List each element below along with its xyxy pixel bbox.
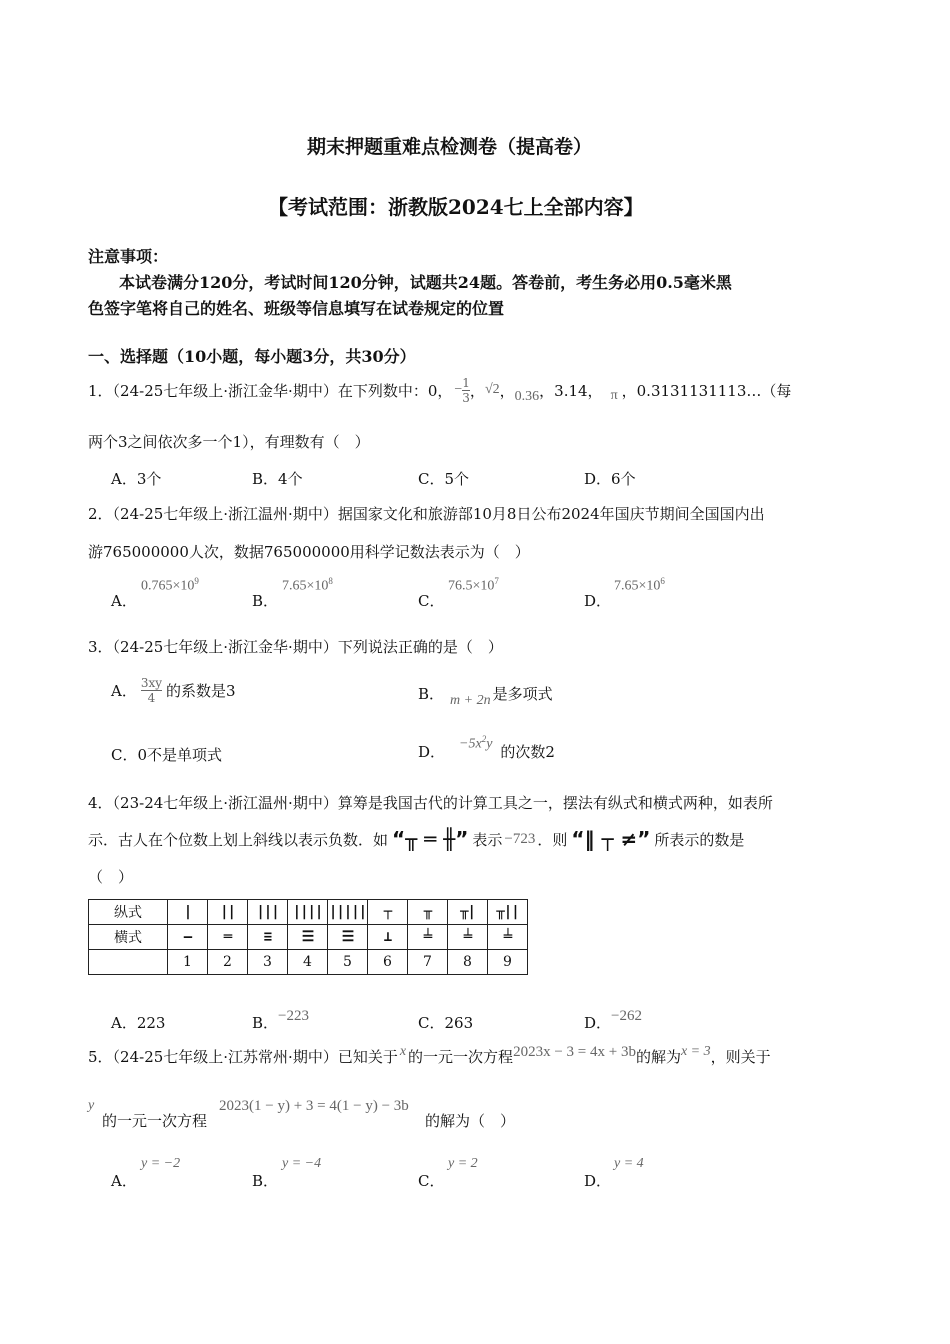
q3-b-text: 是多项式 <box>492 685 553 703</box>
q5-line1-c: 的解为 <box>635 1047 681 1066</box>
q1-option-d[interactable]: D．6个 <box>584 470 636 488</box>
q1-option-c[interactable]: C．5个 <box>418 470 470 488</box>
question-2-line2: 游765000000人次，数据765000000用科学记数法表示为（ ） <box>88 543 530 561</box>
q3-a-fraction <box>141 676 162 705</box>
q1-fraction <box>462 376 470 405</box>
rod-vertical-6: ┬ <box>368 900 408 925</box>
q1-frac-num: 1 <box>462 375 470 390</box>
rod-vertical-5: ||||| <box>328 900 368 925</box>
question-5-line1 <box>88 1044 771 1068</box>
q2-d-label: D． <box>584 592 612 610</box>
q3-option-b[interactable] <box>418 683 553 709</box>
q4-option-d[interactable] <box>584 1008 642 1033</box>
rod-horizontal-1: — <box>168 925 208 950</box>
notes-line2: 色签字笔将自己的姓名、班级等信息填写在试卷规定的位置 <box>88 299 505 318</box>
q5-option-c[interactable] <box>418 1156 538 1190</box>
rod-vertical-2: || <box>208 900 248 925</box>
q1-314: 3.14， <box>554 381 603 400</box>
q5-equation-1: 2023x − 3 = 4x + 3b <box>513 1044 636 1060</box>
rod-horizontal-6: ⊥ <box>368 925 408 950</box>
number-9: 9 <box>488 950 528 975</box>
q5-option-a[interactable] <box>111 1156 231 1190</box>
q3-d-label: D． <box>418 743 446 761</box>
rod-vertical-8: ╥| <box>448 900 488 925</box>
question-4-line2 <box>88 826 744 852</box>
q4-rod-example: “╥ ═ ╫” <box>392 827 469 851</box>
table-row-vertical <box>89 900 528 925</box>
q3-option-c[interactable]: C．0不是单项式 <box>111 746 223 764</box>
number-2: 2 <box>208 950 248 975</box>
notes-heading: 注意事项： <box>88 247 169 266</box>
q4-d-label: D． <box>584 1014 612 1032</box>
counting-rod-table <box>88 899 528 975</box>
q1-pi: π <box>610 388 618 403</box>
q1-option-b[interactable]: B．4个 <box>252 470 303 488</box>
section-heading: 一、选择题（10小题，每小题3分，共30分） <box>88 347 416 366</box>
table-row-numbers <box>89 950 528 975</box>
rod-horizontal-7: ╧ <box>408 925 448 950</box>
q4-option-c[interactable]: C．263 <box>418 1014 474 1032</box>
q4-line2-b: 表示 <box>472 830 503 849</box>
q4-b-value: −223 <box>278 1008 309 1024</box>
q1-prefix: 1．（24-25七年级上·浙江金华·期中）在下列数中：0， <box>88 381 453 400</box>
q5-line1-d: ，则关于 <box>710 1047 771 1066</box>
q5-b-value: y = −4 <box>282 1156 322 1171</box>
q3-a-text: 的系数是3 <box>166 681 236 700</box>
number-8: 8 <box>448 950 488 975</box>
q5-line1-b: 的一元一次方程 <box>408 1047 514 1066</box>
q3-b-label: B． <box>418 685 445 703</box>
q5-line2-a: 的一元一次方程 <box>102 1112 208 1130</box>
q4-option-b[interactable] <box>252 1008 309 1033</box>
q2-d-value: $7.65\times 10^6$ <box>614 576 665 594</box>
q5-d-value: y = 4 <box>614 1156 644 1171</box>
q4-line2-d: 所表示的数是 <box>654 830 745 849</box>
q3-option-d[interactable] <box>418 734 555 762</box>
q5-solution: x = 3 <box>680 1044 711 1059</box>
q5-y: y <box>88 1098 95 1113</box>
question-1-line2: 两个3之间依次多一个1），有理数有（ ） <box>88 433 370 451</box>
q5-option-d[interactable] <box>584 1156 704 1190</box>
rod-vertical-7: ╥ <box>408 900 448 925</box>
row-label-empty <box>89 950 168 975</box>
rod-vertical-4: |||| <box>288 900 328 925</box>
rod-horizontal-9: ╧ <box>488 925 528 950</box>
rod-vertical-3: ||| <box>248 900 288 925</box>
q5-c-label: C． <box>418 1172 445 1190</box>
q5-a-value: y = −2 <box>141 1156 181 1171</box>
rod-horizontal-2: ═ <box>208 925 248 950</box>
q1-sqrt: √2 <box>484 382 500 397</box>
rod-horizontal-3: ≡ <box>248 925 288 950</box>
q1-option-a[interactable]: A．3个 <box>111 470 162 488</box>
q4-line2-a: 示．古人在个位数上划上斜线以表示负数．如 <box>88 830 389 849</box>
q2-b-label: B． <box>252 592 279 610</box>
q5-c-value: y = 2 <box>448 1156 478 1171</box>
q4-neg-value: −723 <box>504 830 536 847</box>
q5-d-label: D． <box>584 1172 612 1190</box>
q5-b-label: B． <box>252 1172 279 1190</box>
q5-a-label: A． <box>111 1172 137 1190</box>
q1-repeating: 0.36 <box>514 389 540 404</box>
q2-a-value: $0.765\times 10^9$ <box>141 576 199 594</box>
q3-a-num: 3xy <box>140 675 163 690</box>
notes-line1: 本试卷满分120分，考试时间120分钟，试题共24题。答卷前，考生务必用0.5毫米黑 <box>119 273 732 292</box>
q3-a-den: 4 <box>147 690 156 705</box>
rod-vertical-9: ╥|| <box>488 900 528 925</box>
number-5: 5 <box>328 950 368 975</box>
q1-tail: ，0.3131131113…（每 <box>621 381 792 400</box>
q2-c-label: C． <box>418 592 445 610</box>
q3-a-label: A． <box>111 681 137 700</box>
q2-b-value: $7.65\times 10^8$ <box>282 576 333 594</box>
q4-d-value: −262 <box>611 1008 642 1024</box>
rod-horizontal-4: ☰ <box>288 925 328 950</box>
question-4-line3: （ ） <box>88 868 134 886</box>
q3-d-expr: $-5x^2y$ <box>459 734 493 752</box>
q5-line2-b: 的解为（ ） <box>425 1112 516 1130</box>
number-1: 1 <box>168 950 208 975</box>
exam-scope: 【考试范围：浙教版2024七上全部内容】 <box>268 195 644 219</box>
page-title: 期末押题重难点检测卷（提高卷） <box>307 136 593 158</box>
q1-frac-den: 3 <box>462 390 470 405</box>
q5-option-b[interactable] <box>252 1156 372 1190</box>
rod-vertical-1: | <box>168 900 208 925</box>
q5-line1-a: 5．（24-25七年级上·江苏常州·期中）已知关于 <box>88 1047 398 1066</box>
question-1-line1: 1．（24-25七年级上·浙江金华·期中）在下列数中：0， − $\frac{1}{3}$ ， √2 ， 0.36 ， 3.14， π ，0.3131131113…（每 <box>88 375 792 405</box>
number-7: 7 <box>408 950 448 975</box>
row-label-vertical: 纵式 <box>89 900 168 925</box>
q3-option-a[interactable] <box>111 669 236 711</box>
q2-a-label: A． <box>111 592 137 610</box>
q3-d-text: 的次数2 <box>500 743 555 761</box>
question-3-line1: 3．（24-25七年级上·浙江金华·期中）下列说法正确的是（ ） <box>88 638 503 656</box>
row-label-horizontal: 横式 <box>89 925 168 950</box>
q4-rod-question: “‖ ┬ ≠” <box>571 827 651 851</box>
question-2-line1: 2．（24-25七年级上·浙江温州·期中）据国家文化和旅游部10月8日公布2024年国庆节期间全国国内出 <box>88 505 765 523</box>
rod-horizontal-5: ☰ <box>328 925 368 950</box>
rod-horizontal-8: ╧ <box>448 925 488 950</box>
q5-equation-2: 2023(1 − y) + 3 = 4(1 − y) − 3b <box>219 1098 409 1114</box>
q4-line2-c: ．则 <box>537 830 568 849</box>
q4-option-a[interactable]: A．223 <box>111 1014 166 1032</box>
q4-b-label: B． <box>252 1014 279 1032</box>
number-6: 6 <box>368 950 408 975</box>
q5-x: x <box>399 1044 407 1059</box>
q2-c-value: $76.5\times 10^7$ <box>448 576 499 594</box>
q3-b-expr: m + 2n <box>450 693 491 708</box>
question-4-line1: 4．（23-24七年级上·浙江温州·期中）算筹是我国古代的计算工具之一，摆法有纵式和横式两种，如表所 <box>88 794 773 812</box>
number-3: 3 <box>248 950 288 975</box>
table-row-horizontal <box>89 925 528 950</box>
number-4: 4 <box>288 950 328 975</box>
